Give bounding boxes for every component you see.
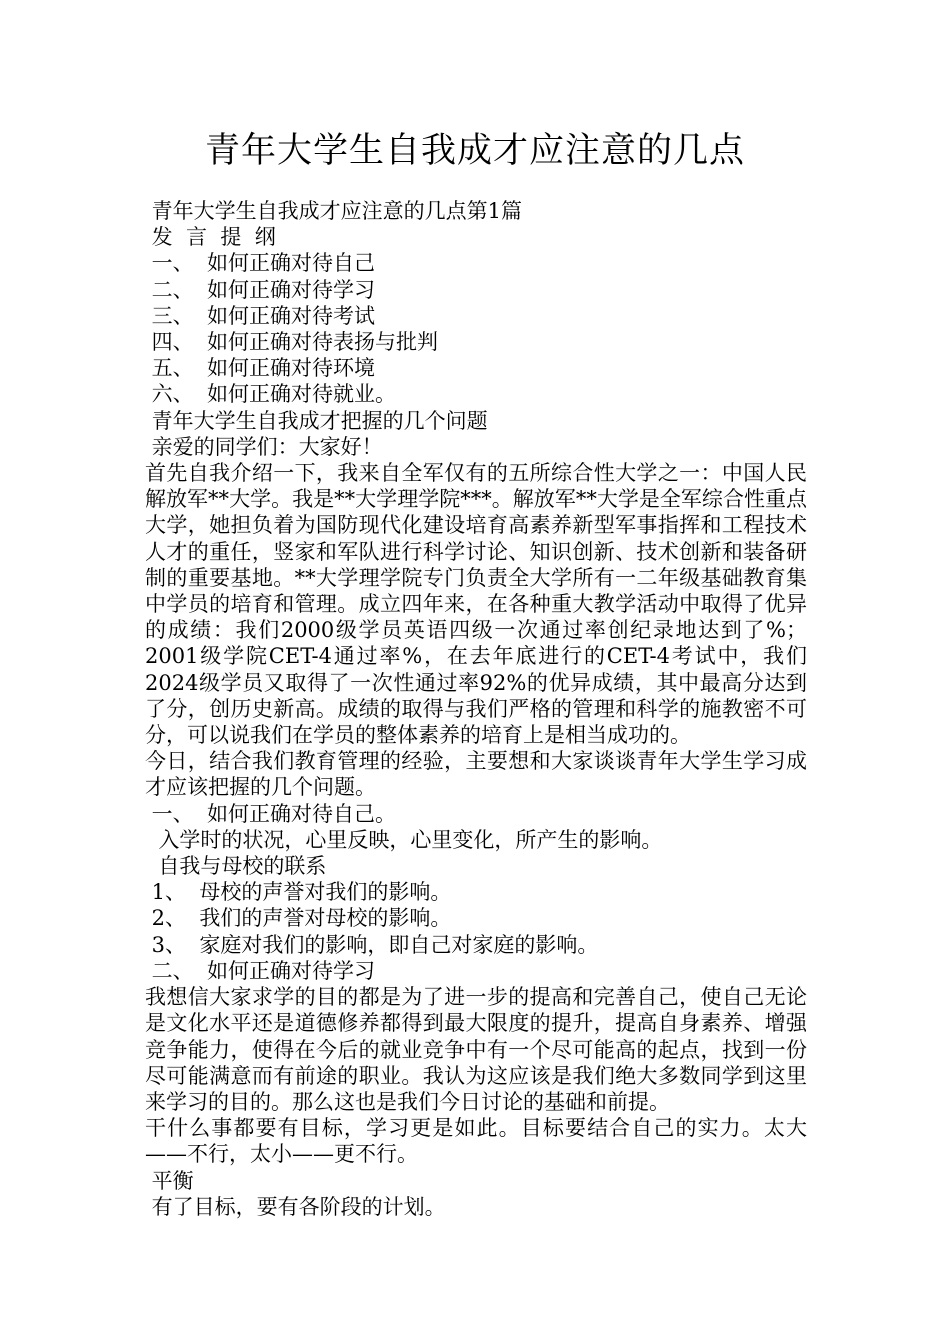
text-line: 二、 如何正确对待学习 bbox=[145, 958, 376, 983]
paragraph: 我想信大家求学的目的都是为了进一步的提高和完善自己，使自己无论是文化水平还是道德修养都得到最大限度的提升，提高自身素养、增强竞争能力，使得在今后的就业竞争中有一个尽可能高的起点，找到一份尽可能满意而有前途的职业。我认为这应该是我们绝大多数同学到这里来学习的目的。那么这也是我们今日讨论的基础和前提。 bbox=[145, 985, 807, 1114]
text-line: 有了目标，要有各阶段的计划。 bbox=[145, 1194, 446, 1219]
text-line: 3、 家庭对我们的影响，即自己对家庭的影响。 bbox=[145, 932, 599, 957]
text-line: 三、 如何正确对待考试 bbox=[145, 303, 376, 328]
text-line: 四、 如何正确对待表扬与批判 bbox=[145, 330, 439, 355]
text-line: 2、 我们的声誉对母校的影响。 bbox=[145, 906, 452, 931]
text-line: 平衡 bbox=[145, 1168, 194, 1193]
document-body bbox=[145, 198, 807, 1220]
text-line: 青年大学生自我成才应注意的几点第1篇 bbox=[145, 199, 523, 223]
document-title: 青年大学生自我成才应注意的几点 bbox=[204, 131, 745, 171]
paragraph: 今日，结合我们教育管理的经验，主要想和大家谈谈青年大学生学习成才应该把握的几个问题。 bbox=[145, 749, 807, 800]
text-line: 一、 如何正确对待自己 bbox=[145, 251, 376, 276]
text-line: 一、 如何正确对待自己。 bbox=[145, 801, 397, 826]
paragraph: 干什么事都要有目标，学习更是如此。目标要结合自己的实力。太大——不行，太小——更不行。 bbox=[145, 1116, 807, 1167]
paragraph: 首先自我介绍一下，我来自全军仅有的五所综合性大学之一：中国人民解放军**大学。我是**大学理学院***。解放军**大学是全军综合性重点大学，她担负着为国防现代化建设培育高素养新型军事指挥和工程技术人才的重任，竖家和军队进行科学讨论、知识创新、技术创新和装备研制的重要基地。**大学理学院专门负责全大学所有一二年级基础教育集中学员的培育和管理。成立四年来，在各种重大教学活动中取得了优异的成绩：我们2000级学员英语四级一次通过率创纪录地达到了%； 2001级学院CET-4通过率%，在去年底进行的CET-4考试中，我们2024级学员又取得了一次性通过率92%的优异成绩，其中最高分达到了分，创历史新高。成绩的取得与我们严格的管理和科学的施教密不可分，可以说我们在学员的整体素养的培育上是相当成功的。 bbox=[145, 461, 807, 748]
text-line: 五、 如何正确对待环境 bbox=[145, 356, 376, 381]
text-line: 自我与母校的联系 bbox=[145, 854, 327, 879]
text-line: 六、 如何正确对待就业。 bbox=[145, 382, 397, 407]
text-line: 入学时的状况，心里反映，心里变化，所产生的影响。 bbox=[145, 827, 663, 852]
text-line: 亲爱的同学们：大家好！ bbox=[145, 434, 383, 459]
text-line: 青年大学生自我成才把握的几个问题 bbox=[145, 408, 488, 433]
text-line: 二、 如何正确对待学习 bbox=[145, 277, 376, 302]
text-line: 1、 母校的声誉对我们的影响。 bbox=[145, 880, 452, 905]
text-line: 发 言 提 纲 bbox=[145, 225, 276, 250]
